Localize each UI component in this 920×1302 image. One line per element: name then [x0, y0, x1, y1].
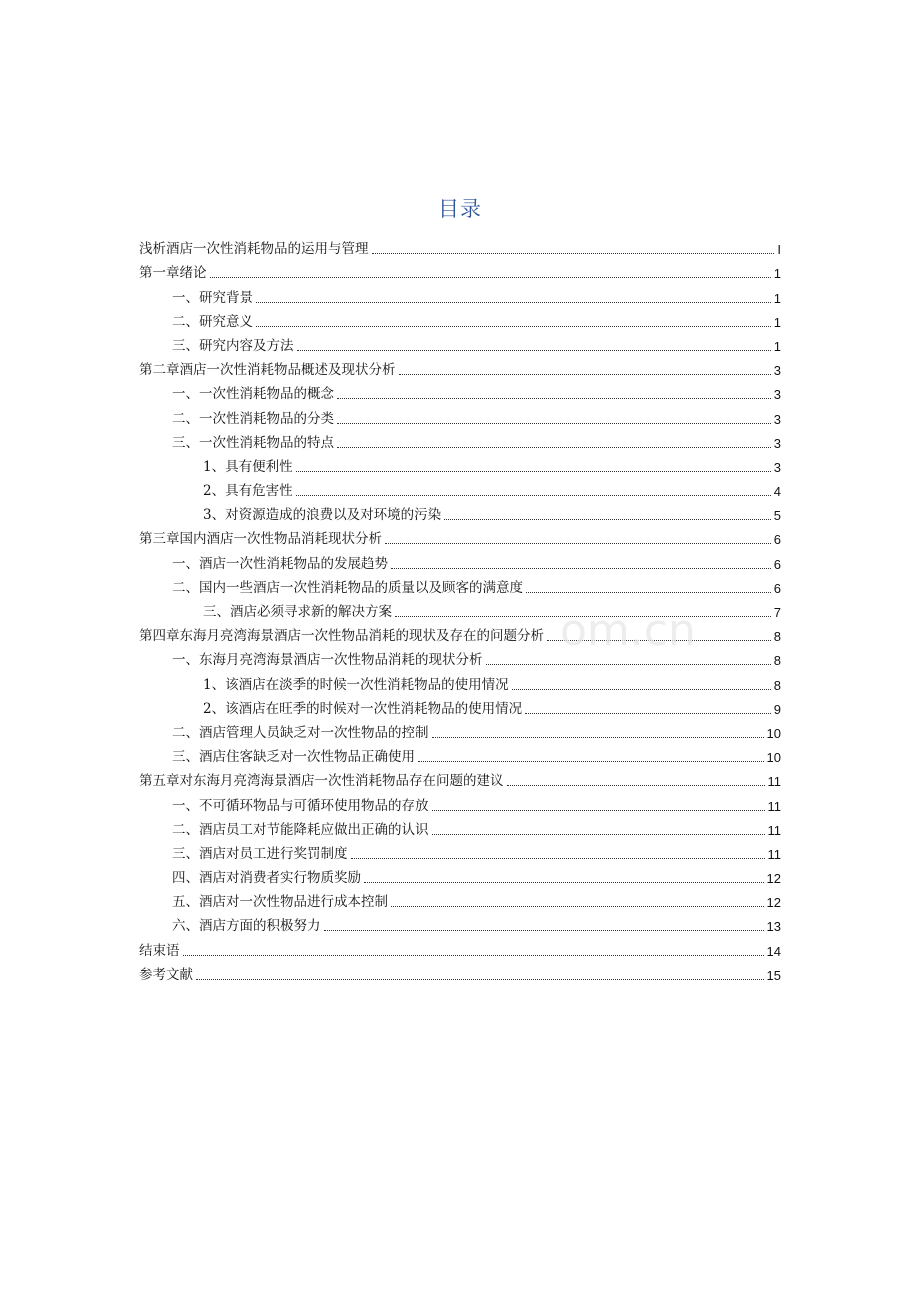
toc-entry-page-number: 1	[773, 314, 781, 330]
dot-leader	[526, 592, 771, 593]
toc-entry-text: 一、研究背景	[172, 289, 253, 306]
toc-entry-text: 二、酒店管理人员缺乏对一次性物品的控制	[172, 724, 429, 741]
toc-entry-page-number: 6	[773, 556, 781, 572]
toc-entry[interactable]	[139, 307, 781, 331]
toc-entry-page-number: 5	[773, 508, 781, 524]
dot-leader	[391, 906, 764, 907]
toc-entry[interactable]	[139, 573, 781, 597]
toc-entry-text: 参考文献	[139, 966, 193, 983]
toc-entry-page-number: 10	[766, 725, 781, 741]
toc-entry-text: 2、具有危害性	[203, 483, 293, 500]
dot-leader	[337, 447, 771, 448]
toc-entry[interactable]	[139, 742, 781, 766]
toc-entry-text: 一、不可循环物品与可循环使用物品的存放	[172, 797, 429, 814]
toc-entry-page-number: 3	[773, 387, 781, 403]
watermark: om.cn	[560, 605, 696, 656]
toc-entry[interactable]	[139, 331, 781, 355]
toc-entry-page-number: 12	[766, 871, 781, 887]
toc-entry-text: 三、研究内容及方法	[172, 337, 294, 354]
toc-entry[interactable]	[139, 863, 781, 887]
dot-leader	[385, 543, 771, 544]
toc-entry-text: 浅析酒店一次性消耗物品的运用与管理	[139, 241, 369, 258]
toc-entry-text: 第二章酒店一次性消耗物品概述及现状分析	[139, 362, 396, 379]
toc-title: 目录	[438, 197, 482, 221]
toc-entry-text: 二、研究意义	[172, 313, 253, 330]
table-of-contents	[139, 234, 781, 984]
toc-entry-page-number: 3	[773, 459, 781, 475]
dot-leader	[210, 277, 771, 278]
toc-entry-page-number: 3	[773, 411, 781, 427]
toc-entry-text: 一、一次性消耗物品的概念	[172, 386, 334, 403]
toc-entry-text: 三、一次性消耗物品的特点	[172, 434, 334, 451]
toc-entry[interactable]	[139, 887, 781, 911]
toc-entry[interactable]	[139, 597, 781, 621]
dot-leader	[507, 785, 765, 786]
dot-leader	[256, 302, 771, 303]
toc-entry-text: 五、酒店对一次性物品进行成本控制	[172, 894, 388, 911]
toc-entry-page-number: I	[777, 242, 781, 258]
dot-leader	[337, 398, 771, 399]
toc-entry-page-number: 12	[766, 895, 781, 911]
dot-leader	[372, 253, 775, 254]
toc-entry-page-number: 8	[773, 653, 781, 669]
dot-leader	[418, 761, 764, 762]
toc-entry[interactable]	[139, 403, 781, 427]
toc-entry[interactable]	[139, 766, 781, 790]
toc-entry[interactable]	[139, 355, 781, 379]
toc-entry-text: 一、酒店一次性消耗物品的发展趋势	[172, 555, 388, 572]
toc-entry-text: 结束语	[139, 942, 180, 959]
dot-leader	[399, 374, 771, 375]
toc-entry-text: 二、一次性消耗物品的分类	[172, 410, 334, 427]
toc-entry[interactable]	[139, 234, 781, 258]
dot-leader	[432, 834, 765, 835]
toc-entry-page-number: 6	[773, 532, 781, 548]
toc-entry-page-number: 11	[767, 846, 781, 862]
toc-entry-text: 1、该酒店在淡季的时候一次性消耗物品的使用情况	[203, 676, 509, 693]
toc-entry-page-number: 8	[773, 629, 781, 645]
dot-leader	[391, 568, 771, 569]
toc-entry-page-number: 13	[766, 919, 781, 935]
dot-leader	[296, 471, 771, 472]
dot-leader	[444, 519, 771, 520]
toc-entry[interactable]	[139, 621, 781, 645]
toc-entry[interactable]	[139, 911, 781, 935]
toc-entry[interactable]	[139, 718, 781, 742]
dot-leader	[351, 858, 765, 859]
toc-entry-page-number: 1	[773, 266, 781, 282]
dot-leader	[512, 689, 771, 690]
toc-entry-text: 1、具有便利性	[203, 458, 293, 475]
dot-leader	[196, 979, 764, 980]
toc-entry-page-number: 9	[773, 701, 781, 717]
toc-entry-text: 一、东海月亮湾海景酒店一次性物品消耗的现状分析	[172, 652, 483, 669]
toc-entry-page-number: 11	[767, 822, 781, 838]
toc-entry[interactable]	[139, 258, 781, 282]
dot-leader	[432, 737, 764, 738]
toc-entry[interactable]	[139, 452, 781, 476]
toc-entry[interactable]	[139, 476, 781, 500]
toc-entry-page-number: 14	[766, 943, 781, 959]
toc-entry[interactable]	[139, 524, 781, 548]
toc-entry-text: 第五章对东海月亮湾海景酒店一次性消耗物品存在问题的建议	[139, 773, 504, 790]
toc-entry[interactable]	[139, 645, 781, 669]
dot-leader	[256, 326, 771, 327]
toc-entry-page-number: 15	[766, 967, 781, 983]
toc-entry-page-number: 11	[767, 798, 781, 814]
toc-entry-text: 第三章国内酒店一次性物品消耗现状分析	[139, 531, 382, 548]
toc-entry-text: 六、酒店方面的积极努力	[172, 918, 321, 935]
toc-entry-page-number: 3	[773, 435, 781, 451]
toc-entry[interactable]	[139, 669, 781, 693]
dot-leader	[432, 810, 765, 811]
toc-entry[interactable]	[139, 282, 781, 306]
toc-entry[interactable]	[139, 839, 781, 863]
toc-entry[interactable]	[139, 935, 781, 959]
toc-entry-text: 二、酒店员工对节能降耗应做出正确的认识	[172, 821, 429, 838]
toc-entry-text: 第一章绪论	[139, 265, 207, 282]
toc-entry[interactable]	[139, 960, 781, 984]
dot-leader	[183, 955, 764, 956]
toc-entry[interactable]	[139, 548, 781, 572]
dot-leader	[364, 882, 764, 883]
toc-entry[interactable]	[139, 815, 781, 839]
dot-leader	[486, 664, 771, 665]
toc-entry-page-number: 1	[773, 290, 781, 306]
toc-entry-text: 第四章东海月亮湾海景酒店一次性物品消耗的现状及存在的问题分析	[139, 628, 544, 645]
dot-leader	[395, 616, 771, 617]
toc-entry-text: 三、酒店必须寻求新的解决方案	[203, 604, 392, 620]
dot-leader	[297, 350, 771, 351]
toc-entry[interactable]	[139, 428, 781, 452]
toc-entry-text: 四、酒店对消费者实行物质奖励	[172, 870, 361, 887]
toc-entry-text: 2、该酒店在旺季的时候对一次性消耗物品的使用情况	[203, 700, 523, 717]
toc-entry-text: 三、酒店对员工进行奖罚制度	[172, 845, 348, 862]
toc-entry[interactable]	[139, 694, 781, 718]
dot-leader	[337, 423, 771, 424]
toc-entry[interactable]	[139, 500, 781, 524]
dot-leader	[296, 495, 771, 496]
toc-entry-text: 3、对资源造成的浪费以及对环境的污染	[203, 507, 442, 524]
toc-entry-page-number: 6	[773, 580, 781, 596]
toc-entry-page-number: 3	[773, 363, 781, 379]
dot-leader	[547, 640, 771, 641]
toc-entry-page-number: 4	[773, 484, 781, 500]
toc-entry-page-number: 11	[767, 774, 781, 790]
toc-entry-page-number: 10	[766, 750, 781, 766]
dot-leader	[324, 930, 764, 931]
toc-entry-text: 三、酒店住客缺乏对一次性物品正确使用	[172, 749, 415, 766]
toc-entry-page-number: 8	[773, 677, 781, 693]
dot-leader	[525, 713, 771, 714]
toc-entry[interactable]	[139, 790, 781, 814]
toc-entry-page-number: 1	[773, 338, 781, 354]
toc-entry-page-number: 7	[773, 605, 781, 620]
toc-entry-text: 二、国内一些酒店一次性消耗物品的质量以及顾客的满意度	[172, 579, 523, 596]
toc-entry[interactable]	[139, 379, 781, 403]
